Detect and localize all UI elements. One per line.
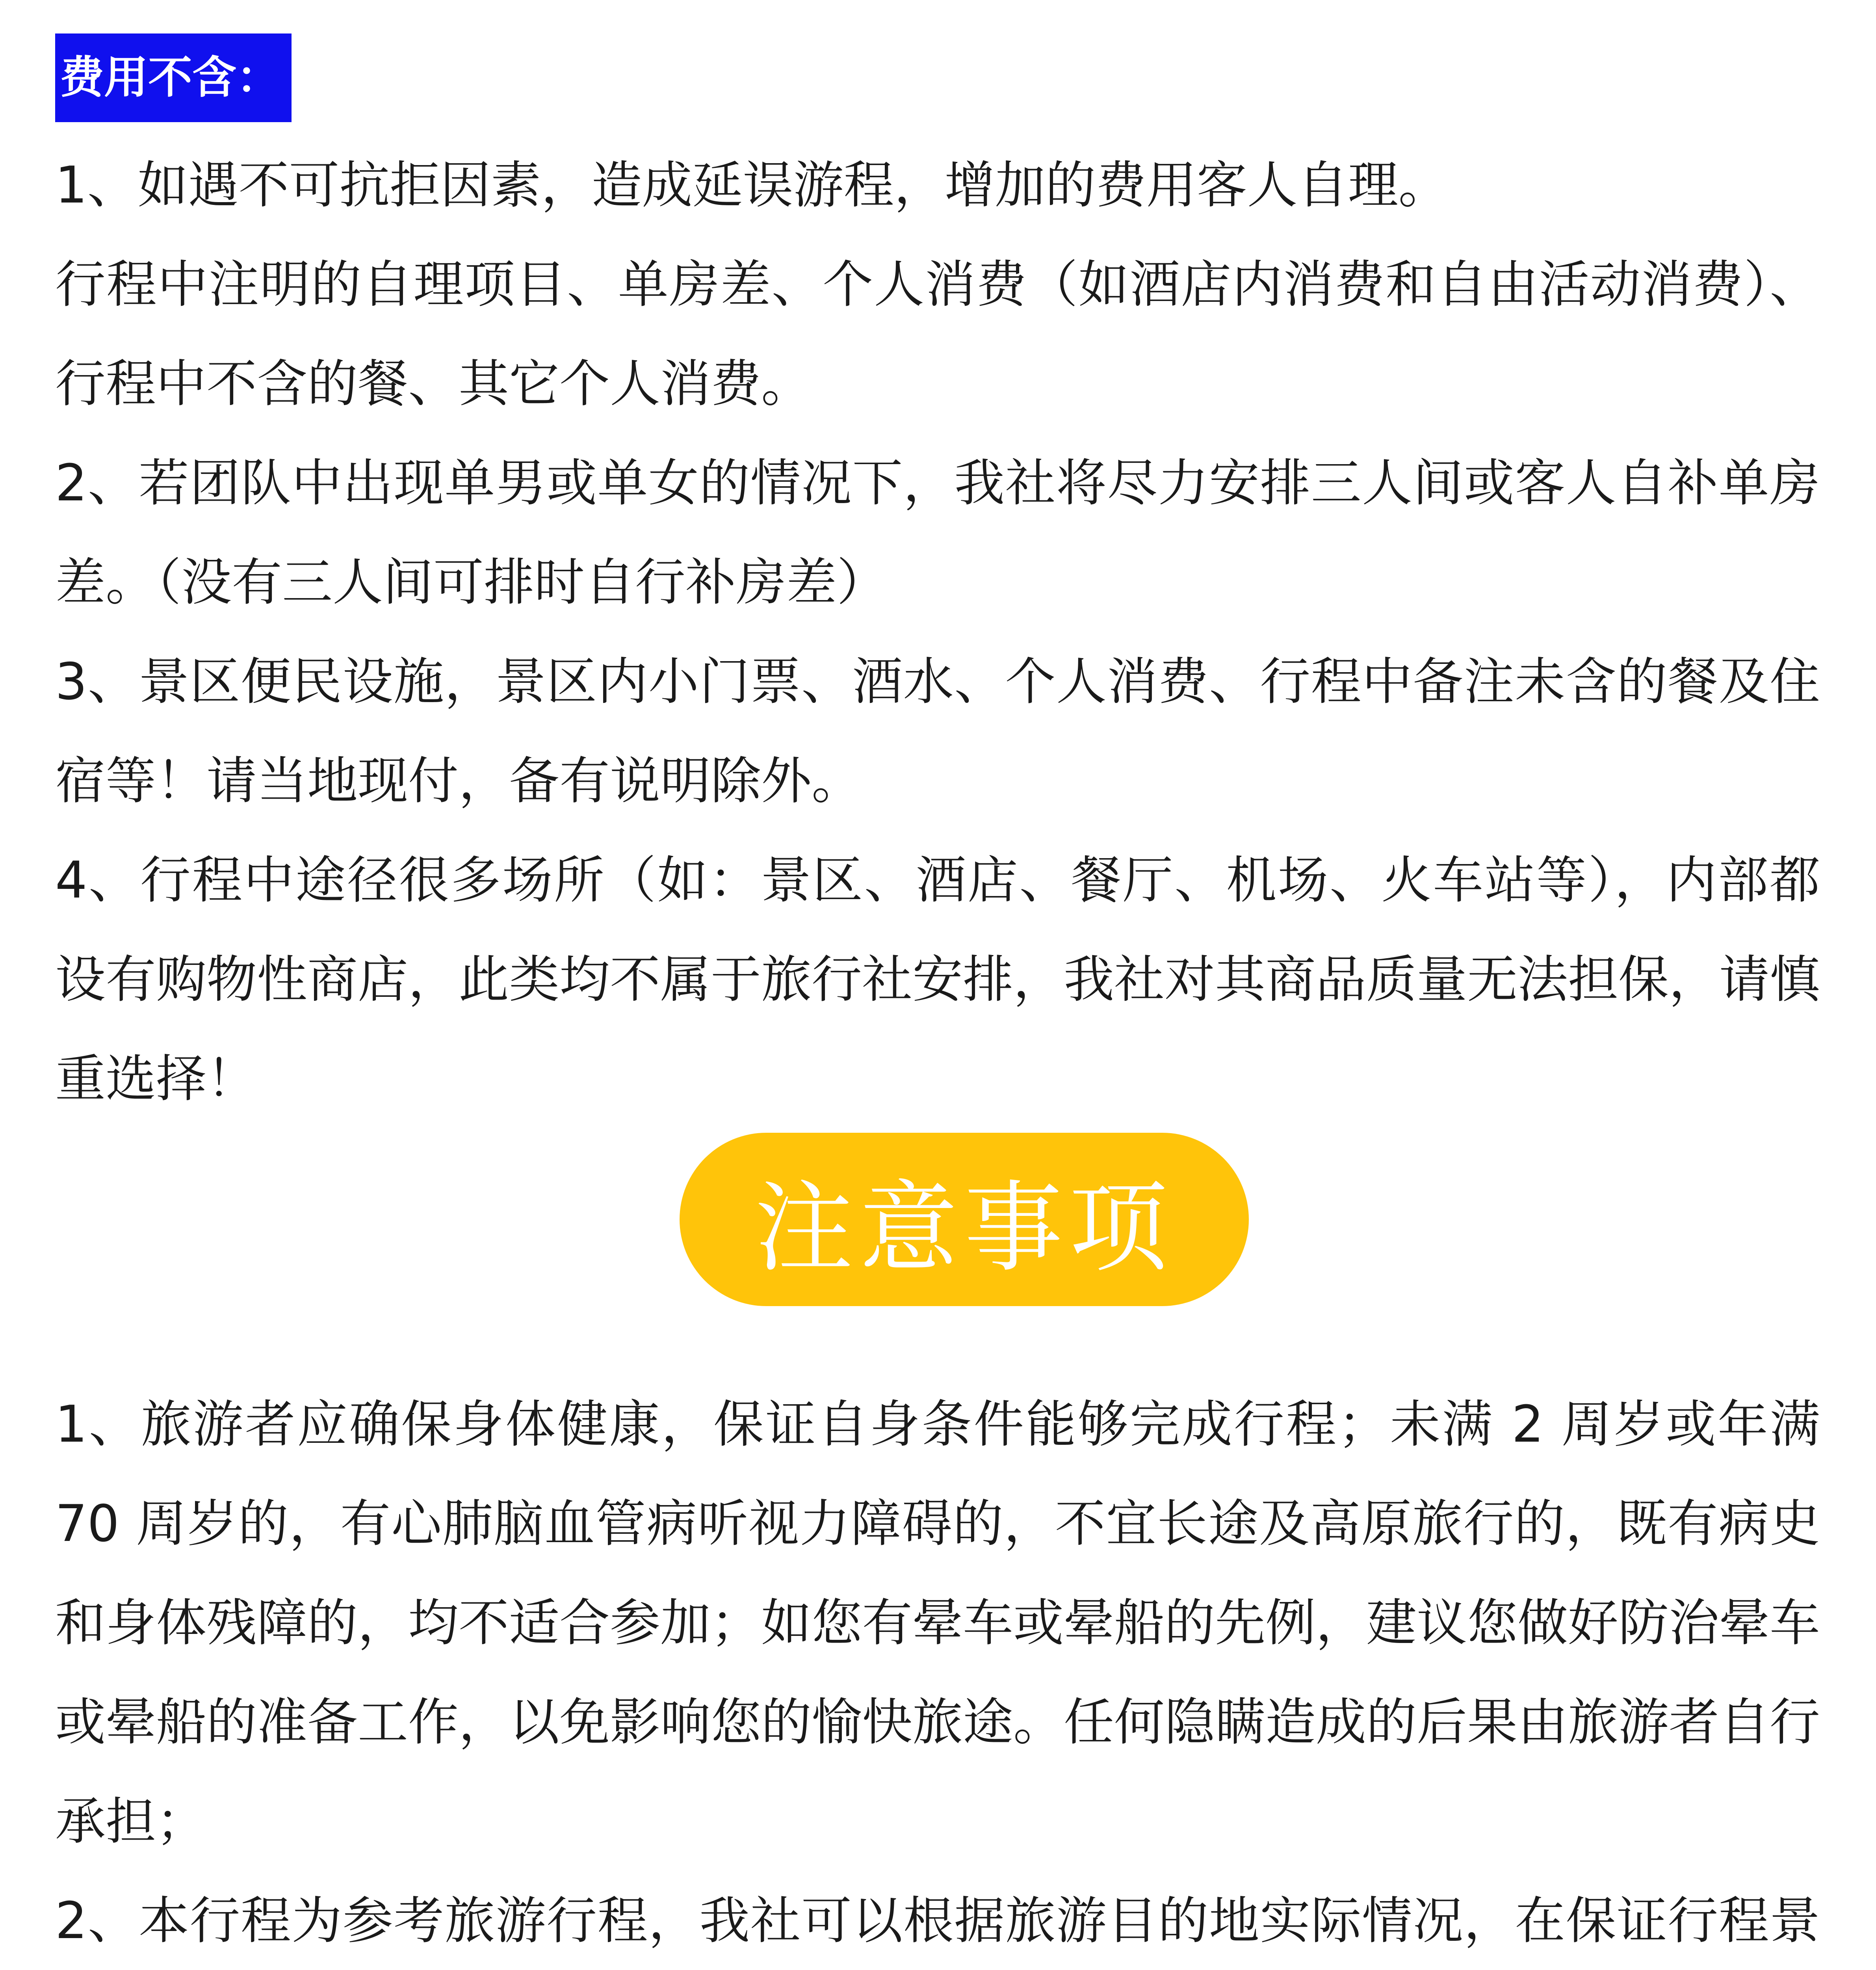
fees-excluded-item-1: 1、如遇不可抗拒因素，造成延误游程，增加的费用客人自理。	[55, 156, 1449, 215]
notes-section	[55, 1375, 1820, 1970]
fees-excluded-item-2: 2、若团队中出现单男或单女的情况下，我社将尽力安排三人间或客人自补单房差。（没有三人间可排时自行补房差）	[55, 454, 1820, 612]
notes-item-1: 1、旅游者应确保身体健康，保证自身条件能够完成行程；未满 2 周岁或年满 70 周岁的，有心肺脑血管病听视力障碍的，不宜长途及高原旅行的，既有病史和身体残障的，均不适合参加；如您有晕车或晕船的先例，建议您做好防治晕车或晕船的准备工作，以免影响您的愉快旅途。任何隐瞒造成的后果由旅游者自行承担；	[55, 1395, 1820, 1851]
fees-excluded-item-self-paid: 行程中注明的自理项目、单房差、个人消费（如酒店内消费和自由活动消费）、行程中不含的餐、其它个人消费。	[55, 255, 1820, 413]
fees-excluded-item-4: 4、行程中途径很多场所（如：景区、酒店、餐厅、机场、火车站等），内部都设有购物性商店，此类均不属于旅行社安排，我社对其商品质量无法担保，请慎重选择！	[55, 851, 1820, 1108]
notes-item-2: 2、本行程为参考旅游行程，我社可以根据旅游目的地实际情况，在保证行程景	[55, 1892, 1820, 1950]
fees-excluded-item-3: 3、景区便民设施，景区内小门票、酒水、个人消费、行程中备注未含的餐及住宿等！请当地现付，备有说明除外。	[55, 652, 1820, 810]
notes-heading: 注意事项	[754, 1171, 1174, 1285]
fees-excluded-section	[55, 136, 1820, 1129]
notes-heading-badge	[680, 1133, 1249, 1306]
fees-excluded-label: 费用不含：	[55, 33, 292, 122]
